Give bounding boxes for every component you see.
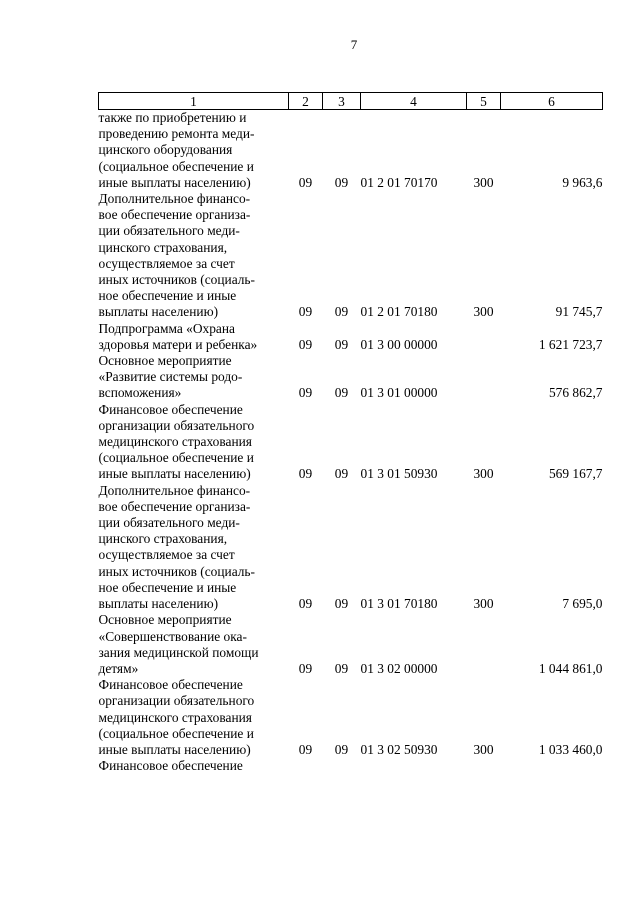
description-line: Дополнительное финансо-	[98, 191, 251, 207]
target-article-code: 01 3 01 70180	[360, 596, 438, 612]
table-row	[99, 353, 603, 402]
amount: 91 745,7	[555, 304, 603, 320]
target-article-code: 01 3 01 50930	[360, 466, 438, 482]
description-line: выплаты населению)	[98, 304, 219, 320]
expense-type-code: 300	[473, 466, 494, 482]
expense-type-code: 300	[473, 174, 494, 190]
table-header-row	[99, 93, 603, 110]
row-description	[99, 321, 289, 353]
description-line: Финансовое обеспечение	[98, 758, 243, 774]
row-description	[99, 677, 289, 758]
subsection-code: 09	[334, 174, 349, 190]
amount: 1 033 460,0	[538, 741, 603, 757]
row-description	[99, 483, 289, 613]
description-line: (социальное обеспечение и	[98, 450, 254, 466]
table-row	[99, 321, 603, 353]
section-code: 09	[298, 174, 313, 190]
section-code	[289, 758, 323, 774]
expense-type-code	[467, 353, 501, 402]
amount	[501, 758, 603, 774]
amount: 7 695,0	[562, 596, 603, 612]
description-line: вое обеспечение организа-	[98, 207, 251, 223]
target-article-code: 01 3 02 50930	[360, 741, 438, 757]
section-code: 09	[298, 660, 313, 676]
description-line: детям»	[98, 660, 139, 676]
target-article-code: 01 2 01 70180	[360, 304, 438, 320]
description-line: Финансовое обеспечение	[98, 677, 243, 693]
description-line: Дополнительное финансо-	[98, 482, 251, 498]
description-line: цинского страхования,	[98, 531, 228, 547]
description-line: иные выплаты населению)	[98, 466, 251, 482]
description-line: иных источников (социаль-	[98, 272, 256, 288]
amount: 9 963,6	[562, 174, 603, 190]
description-line: иные выплаты населению)	[98, 174, 251, 190]
row-description	[99, 110, 289, 192]
description-line: иных источников (социаль-	[98, 563, 256, 579]
description-line: Основное мероприятие	[98, 353, 232, 369]
description-line: вспоможения»	[98, 385, 182, 401]
description-line: также по приобретению и	[98, 110, 247, 125]
expense-type-code: 300	[473, 304, 494, 320]
description-line: осуществляемое за счет	[98, 255, 235, 271]
description-line: Финансовое обеспечение	[98, 401, 243, 417]
subsection-code: 09	[334, 741, 349, 757]
expense-type-code	[467, 612, 501, 677]
table-row	[99, 110, 603, 192]
description-line: медицинского страхования	[98, 709, 252, 725]
table-row	[99, 402, 603, 483]
section-code: 09	[298, 466, 313, 482]
expense-type-code	[467, 758, 501, 774]
subsection-code: 09	[334, 304, 349, 320]
description-line: медицинского страхования	[98, 434, 252, 450]
description-line: Подпрограмма «Охрана	[98, 320, 235, 336]
description-line: ное обеспечение и иные	[98, 288, 237, 304]
page-number: 7	[350, 37, 358, 52]
target-article-code: 01 3 02 00000	[360, 660, 438, 676]
row-description	[99, 402, 289, 483]
description-line: организации обязательного	[98, 417, 255, 433]
expense-type-code: 300	[473, 596, 494, 612]
section-code: 09	[298, 385, 313, 401]
header-col-3: 3	[323, 93, 361, 110]
amount: 1 621 723,7	[538, 336, 603, 352]
amount: 1 044 861,0	[538, 660, 603, 676]
description-line: «Развитие системы родо-	[98, 369, 243, 385]
description-line: (социальное обеспечение и	[98, 158, 254, 174]
table-row	[99, 483, 603, 613]
subsection-code: 09	[334, 660, 349, 676]
expense-type-code	[467, 321, 501, 353]
description-line: ции обязательного меди-	[98, 223, 240, 239]
subsection-code: 09	[334, 385, 349, 401]
description-line: организации обязательного	[98, 693, 255, 709]
description-line: цинского страхования,	[98, 239, 228, 255]
description-line: (социальное обеспечение и	[98, 725, 254, 741]
table-row	[99, 758, 603, 774]
description-line: здоровья матери и ребенка»	[98, 336, 258, 352]
row-description	[99, 191, 289, 321]
header-col-6: 6	[501, 93, 603, 110]
subsection-code: 09	[334, 466, 349, 482]
description-line: зания медицинской помощи	[98, 644, 259, 660]
subsection-code	[323, 758, 361, 774]
target-article-code: 01 2 01 70170	[360, 174, 438, 190]
section-code: 09	[298, 304, 313, 320]
section-code: 09	[298, 336, 313, 352]
budget-table	[98, 92, 603, 774]
header-col-4: 4	[361, 93, 467, 110]
description-line: выплаты населению)	[98, 596, 219, 612]
header-col-5: 5	[467, 93, 501, 110]
description-line: вое обеспечение организа-	[98, 498, 251, 514]
subsection-code: 09	[334, 336, 349, 352]
table-row	[99, 612, 603, 677]
header-col-1: 1	[99, 93, 289, 110]
target-article-code: 01 3 00 00000	[360, 336, 438, 352]
amount: 576 862,7	[548, 385, 603, 401]
section-code: 09	[298, 596, 313, 612]
description-line: «Совершенствование ока-	[98, 628, 247, 644]
amount: 569 167,7	[548, 466, 603, 482]
table-row	[99, 191, 603, 321]
table-row	[99, 677, 603, 758]
subsection-code: 09	[334, 596, 349, 612]
description-line: цинского оборудования	[98, 142, 233, 158]
row-description	[99, 353, 289, 402]
description-line: проведению ремонта меди-	[98, 126, 255, 142]
target-article-code	[361, 758, 467, 774]
target-article-code: 01 3 01 00000	[360, 385, 438, 401]
row-description	[99, 612, 289, 677]
description-line: ное обеспечение и иные	[98, 579, 237, 595]
row-description	[99, 758, 289, 774]
description-line: ции обязательного меди-	[98, 515, 240, 531]
header-col-2: 2	[289, 93, 323, 110]
section-code: 09	[298, 741, 313, 757]
description-line: осуществляемое за счет	[98, 547, 235, 563]
expense-type-code: 300	[473, 741, 494, 757]
description-line: Основное мероприятие	[98, 612, 232, 628]
description-line: иные выплаты населению)	[98, 741, 251, 757]
